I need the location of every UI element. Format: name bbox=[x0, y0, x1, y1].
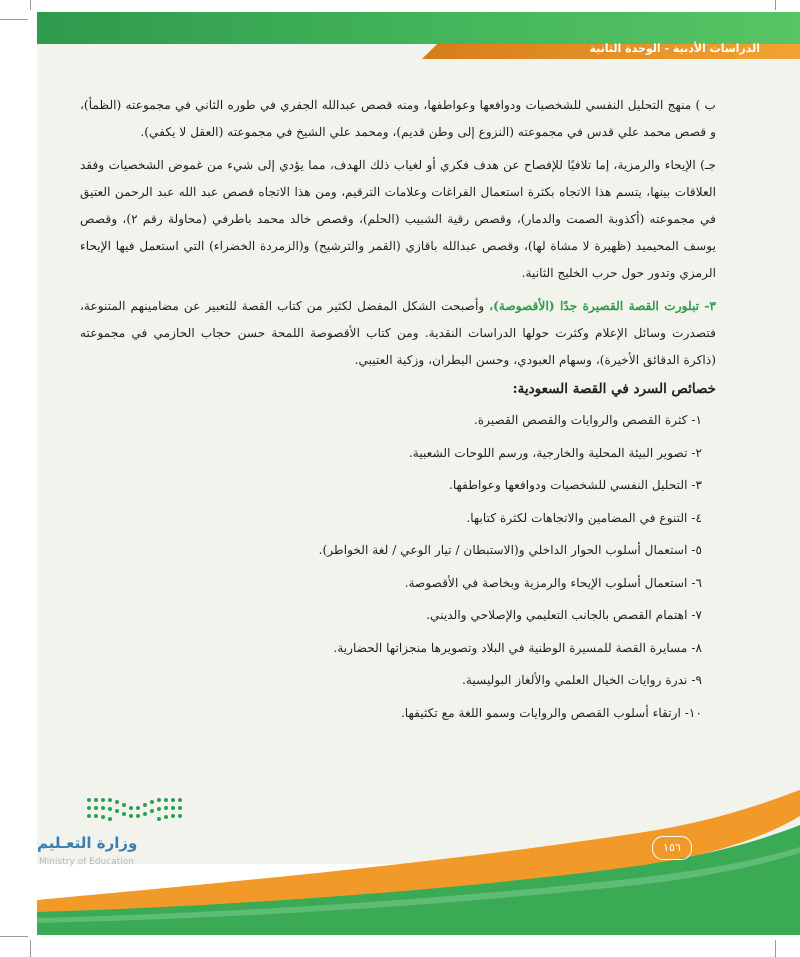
ministry-logo bbox=[37, 790, 197, 880]
paragraph-j: جـ) الإيحاء والرمزية، إما تلافيًا للإفصاح عن هدف فكري أو لغياب ذلك الهدف، مما يؤدي إلى شيء من غموض الشخصيات وفقد العلاقات بينها، يتسم هذا الاتجاه بكثرة استعمال الفراغات وعلامات الترقيم، ومن هذا الاتجاه قصص عبد الله عبد الرحمن العتيق في مجموعته (أكذوبة الصمت والدمار)، وقصص رقية الشبيب (الحلم)، وقصص خالد محمد باطرفي (محاولة رقم ٢)، وقصص يوسف المحيميد (ظهيرة لا مشاة لها)، وقصص عبدالله باقازي (القمر والترشيح) و(الزمردة الخضراء) التي استعمل فيها الإيحاء الرمزي وتدور حول حرب الخليج الثانية. bbox=[80, 158, 716, 280]
crop-mark bbox=[30, 0, 31, 10]
list-item: ٧- اهتمام القصص بالجانب التعليمي والإصلاحي والديني. bbox=[426, 608, 702, 622]
section-title: الدراسات الأدبية - الوحدة الثانية bbox=[589, 42, 760, 55]
paragraph-3 bbox=[80, 293, 716, 374]
top-green-bar bbox=[37, 12, 800, 44]
crop-mark bbox=[775, 940, 776, 957]
list-item: ٥- استعمال أسلوب الحوار الداخلي و(الاستبطان / تيار الوعي / لغة الخواطر). bbox=[318, 543, 702, 557]
ministry-name-english: Ministry of Education bbox=[39, 857, 134, 867]
features-list bbox=[80, 404, 716, 729]
paragraph-3-lead: ٣- تبلورت القصة القصيرة جدًا (الأقصوصة)، bbox=[489, 299, 717, 313]
list-item: ٢- تصوير البيئة المحلية والخارجية، ورسم اللوحات الشعبية. bbox=[408, 445, 702, 460]
logo-dots-icon bbox=[87, 790, 187, 826]
paragraph-3-body: وأصبحت الشكل المفضل لكثير من كتاب القصة للتعبير عن مضامينهم المتنوعة، فتصدرت وسائل الإعلام وكثرت حولها الدراسات النقدية. ومن كتاب الأقصوصة اللمحة حسن حجاب الحازمي في مجموعته (ذاكرة الدقائق الأخيرة)، وسهام العبودي، وحسن البطران، وزكية العتيبي. bbox=[80, 299, 716, 367]
list-item: ٦- استعمال أسلوب الإيحاء والرمزية وبخاصة في الأقصوصة. bbox=[404, 575, 702, 590]
page-number: ١٥٦ bbox=[652, 836, 692, 860]
features-heading: خصائص السرد في القصة السعودية: bbox=[512, 381, 716, 397]
crop-mark bbox=[0, 19, 28, 20]
list-item: ٤- التنوع في المضامين والاتجاهات لكثرة كتابها. bbox=[466, 510, 702, 525]
crop-mark bbox=[0, 936, 28, 937]
ministry-name-arabic: وزارة التعـليم bbox=[37, 834, 138, 852]
list-item: ٩- ندرة روايات الخيال العلمي والألغاز البوليسية. bbox=[462, 673, 702, 687]
main-text bbox=[80, 92, 716, 729]
crop-mark bbox=[775, 0, 776, 10]
paragraph-b: ب ) منهج التحليل النفسي للشخصيات ودوافعها وعواطفها، ومنه قصص عبدالله الجفري في طوره الثاني في مجموعته (الظمأ)، و قصص محمد علي قدس في مجموعته (النزوع إلى وطن قديم)، ومحمد علي الشيخ في مجموعته (العقل لا يكفي). bbox=[80, 98, 716, 139]
list-item: ١٠- ارتقاء أسلوب القصص والروايات وسمو اللغة مع تكثيفها. bbox=[400, 705, 702, 720]
list-item: ٨- مسايرة القصة للمسيرة الوطنية في البلاد وتصويرها منجزاتها الحضارية. bbox=[333, 640, 702, 655]
crop-mark bbox=[30, 940, 31, 957]
list-item: ١- كثرة القصص والروايات والقصص القصيرة. bbox=[473, 413, 702, 427]
list-item: ٣- التحليل النفسي للشخصيات ودوافعها وعواطفها. bbox=[448, 478, 702, 492]
